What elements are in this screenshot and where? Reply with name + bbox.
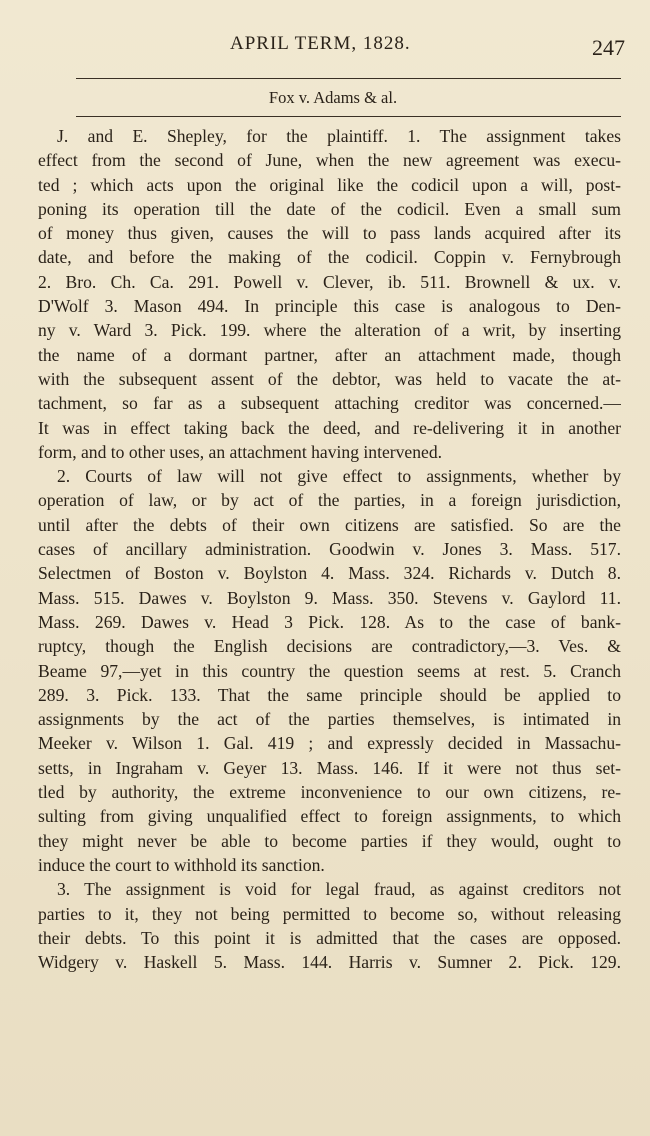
text-line: parties to it, they not being permitted to become so, without releasing (38, 903, 621, 924)
text-line: with the subsequent assent of the debtor, was held to vacate the at- (38, 368, 621, 389)
text-line: their debts. To this point it is admitted that the cases are opposed. (38, 927, 621, 948)
text-line: induce the court to withhold its sanction. (38, 854, 325, 875)
text-line: they might never be able to become parties if they would, ought to (38, 830, 621, 851)
running-head (0, 30, 650, 60)
body-text (38, 124, 621, 974)
text-line: 289. 3. Pick. 133. That the same principle should be applied to (38, 684, 621, 705)
text-line: tled by authority, the extreme inconvenience to our own citizens, re- (38, 782, 621, 803)
text-line: operation of law, or by act of the parties, in a foreign jurisdiction, (38, 490, 621, 511)
text-line: ny v. Ward 3. Pick. 199. where the alteration of a writ, by inserting (38, 320, 621, 341)
text-line: setts, in Ingraham v. Geyer 13. Mass. 146. If it were not thus set- (38, 757, 621, 778)
case-heading: Fox v. Adams & al. (268, 88, 398, 107)
top-rule (76, 78, 621, 79)
text-line: the name of a dormant partner, after an attachment made, though (38, 344, 621, 365)
running-head-title: APRIL TERM, 1828. (230, 33, 411, 54)
text-line: of money thus given, causes the will to pass lands acquired after its (38, 223, 621, 244)
text-line: Mass. 269. Dawes v. Head 3 Pick. 128. As to the case of bank- (38, 611, 621, 632)
text-line: ted ; which acts upon the original like the codicil upon a will, post- (38, 174, 621, 195)
text-line: 2. Courts of law will not give effect to assignments, whether by (57, 466, 621, 487)
text-line: cases of ancillary administration. Goodwin v. Jones 3. Mass. 517. (38, 539, 621, 560)
text-line: 2. Bro. Ch. Ca. 291. Powell v. Clever, ib. 511. Brownell & ux. v. (38, 271, 621, 292)
text-line: D'Wolf 3. Mason 494. In principle this case is analogous to Den- (38, 296, 621, 317)
text-line: assignments by the act of the parties themselves, is intimated in (38, 709, 621, 730)
text-line: date, and before the making of the codicil. Coppin v. Fernybrough (38, 247, 621, 268)
text-line: J. and E. Shepley, for the plaintiff. 1. The assignment takes (57, 126, 621, 146)
text-line: form, and to other uses, an attachment having intervened. (38, 441, 443, 462)
text-line: Widgery v. Haskell 5. Mass. 144. Harris v. Sumner 2. Pick. 129. (38, 952, 621, 973)
text-line: It was in effect taking back the deed, and re-delivering it in another (38, 417, 621, 438)
text-line: 3. The assignment is void for legal fraud, as against creditors not (57, 879, 621, 900)
text-line: Mass. 515. Dawes v. Boylston 9. Mass. 350. Stevens v. Gaylord 11. (38, 587, 621, 608)
page-number: 247 (592, 35, 625, 60)
text-line: Meeker v. Wilson 1. Gal. 419 ; and expressly decided in Massachu- (38, 733, 621, 754)
text-line: Beame 97,—yet in this country the question seems at rest. 5. Cranch (38, 660, 621, 681)
text-line: effect from the second of June, when the new agreement was execu- (38, 150, 621, 171)
text-line: ruptcy, though the English decisions are contradictory,—3. Ves. & (38, 636, 621, 657)
text-line: until after the debts of their own citizens are satisfied. So are the (38, 514, 621, 535)
text-line: Selectmen of Boston v. Boylston 4. Mass. 324. Richards v. Dutch 8. (38, 563, 621, 584)
text-line: sulting from giving unqualified effect to foreign assignments, to which (38, 806, 621, 827)
case-heading-wrap (0, 88, 650, 108)
bottom-rule (76, 116, 621, 117)
text-line: tachment, so far as a subsequent attaching creditor was concerned.— (38, 393, 621, 414)
text-line: poning its operation till the date of the codicil. Even a small sum (38, 198, 621, 219)
